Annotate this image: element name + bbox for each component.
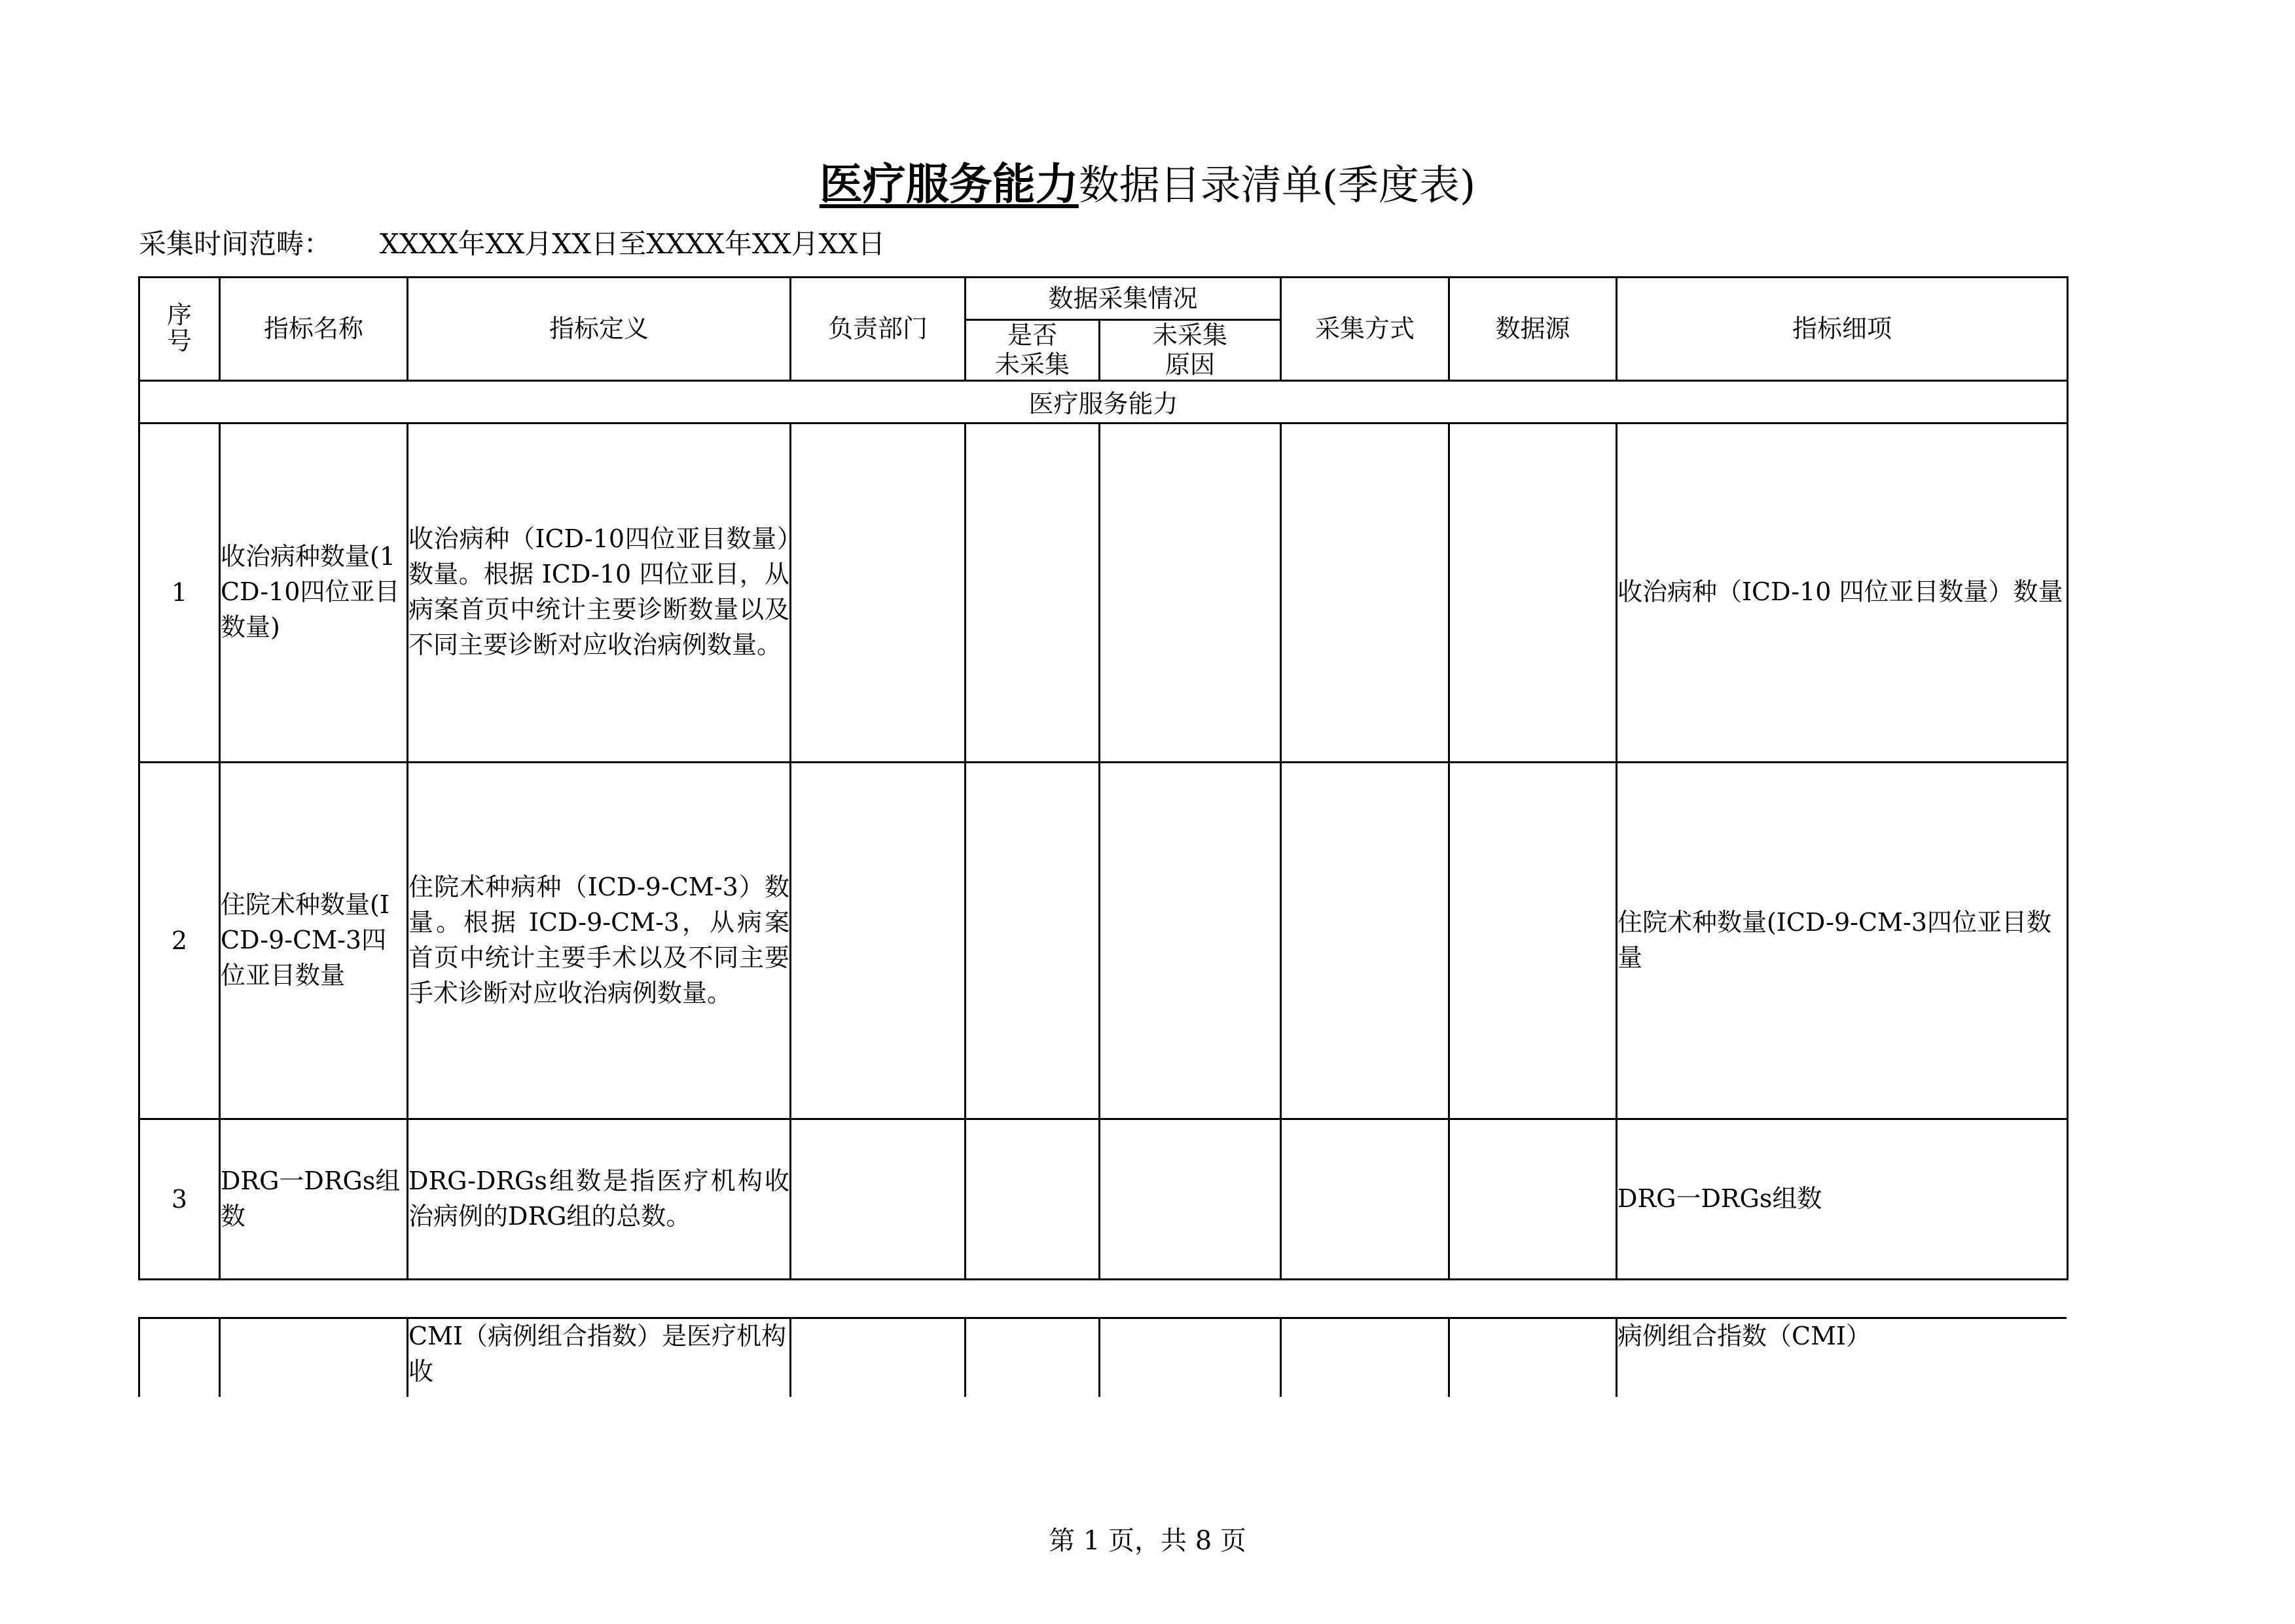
header-seq: [139, 278, 220, 381]
header-seq-line1: 序: [166, 300, 192, 330]
cell-status-not-collected[interactable]: [966, 1119, 1100, 1279]
cell-indicator-detail: 收治病种（ICD-10 四位亚目数量）数量: [1617, 423, 2068, 762]
clipped-table: [138, 1317, 2067, 1397]
cell-responsible-dept[interactable]: [791, 1318, 966, 1398]
collection-period-label: 采集时间范畴：: [139, 228, 332, 260]
cell-status-reason[interactable]: [1100, 1318, 1281, 1398]
header-status-reason-line2: 原因: [1165, 350, 1216, 379]
cell-status-not-collected[interactable]: [966, 762, 1100, 1119]
collection-period-value: XXXX年XX月XX日至XXXX年XX月XX日: [380, 228, 886, 260]
header-indicator-definition: 指标定义: [408, 278, 791, 381]
header-collection-method: 采集方式: [1281, 278, 1449, 381]
cell-status-not-collected[interactable]: [966, 423, 1100, 762]
table-row: [139, 423, 2068, 762]
cell-indicator-name: 住院术种数量(ICD-9-CM-3四位亚目数量: [220, 762, 408, 1119]
header-responsible-dept: 负责部门: [791, 278, 966, 381]
cell-collection-method[interactable]: [1281, 423, 1449, 762]
cell-collection-method[interactable]: [1281, 1119, 1449, 1279]
header-status-reason-line1: 未采集: [1153, 321, 1228, 350]
header-indicator-detail: 指标细项: [1617, 278, 2068, 381]
cell-indicator-definition: 收治病种（ICD-10四位亚目数量）数量。根据 ICD-10 四位亚目，从病案首页中统计主要诊断数量以及不同主要诊断对应收治病例数量。: [408, 423, 791, 762]
cell-indicator-definition: 住院术种病种（ICD-9-CM-3）数量。根据 ICD-9-CM-3，从病案首页中统计主要手术以及不同主要手术诊断对应收治病例数量。: [408, 762, 791, 1119]
cell-status-reason[interactable]: [1100, 423, 1281, 762]
cell-indicator-detail: DRG一DRGs组数: [1617, 1119, 2068, 1279]
page-footer: 第 1 页，共 8 页: [1049, 1526, 1246, 1556]
table-row: [139, 762, 2068, 1119]
page-title-rest: 数据目录清单(季度表): [1078, 161, 1476, 209]
cell-indicator-definition: DRG-DRGs组数是指医疗机构收治病例的DRG组的总数。: [408, 1119, 791, 1279]
cell-responsible-dept[interactable]: [791, 762, 966, 1119]
collection-period: [139, 223, 885, 262]
cell-data-source[interactable]: [1449, 762, 1617, 1119]
cell-collection-method[interactable]: [1281, 1318, 1449, 1398]
table-row: [139, 1318, 2067, 1398]
cell-data-source[interactable]: [1449, 1318, 1617, 1398]
cell-data-source[interactable]: [1449, 423, 1617, 762]
indicator-table: [138, 276, 2069, 1280]
cell-indicator-detail: 住院术种数量(ICD-9-CM-3四位亚目数量: [1617, 762, 2068, 1119]
header-seq-line2: 号: [166, 327, 192, 356]
cell-seq: [139, 1318, 220, 1398]
clipped-row-viewport: [138, 1317, 2067, 1397]
page-title-emphasis: 医疗服务能力: [819, 158, 1079, 209]
cell-seq: 2: [139, 762, 220, 1119]
header-collection-status: 数据采集情况: [966, 278, 1281, 320]
cell-status-reason[interactable]: [1100, 762, 1281, 1119]
cell-seq: 1: [139, 423, 220, 762]
table-header-row-1: [139, 278, 2068, 320]
cell-seq: 3: [139, 1119, 220, 1279]
header-data-source: 数据源: [1449, 278, 1617, 381]
cell-indicator-definition: CMI（病例组合指数）是医疗机构收: [408, 1318, 791, 1398]
cell-indicator-name: [220, 1318, 408, 1398]
header-indicator-name: 指标名称: [220, 278, 408, 381]
cell-indicator-name: 收治病种数量(1CD-10四位亚目数量): [220, 423, 408, 762]
cell-indicator-name: DRG一DRGs组数: [220, 1119, 408, 1279]
cell-collection-method[interactable]: [1281, 762, 1449, 1119]
cell-status-not-collected[interactable]: [966, 1318, 1100, 1398]
table-row: [139, 1119, 2068, 1279]
header-status-reason: [1100, 320, 1281, 381]
header-status-not-collected-line2: 未采集: [994, 350, 1070, 379]
page-title: [0, 149, 2295, 211]
cell-responsible-dept[interactable]: [791, 423, 966, 762]
cell-responsible-dept[interactable]: [791, 1119, 966, 1279]
section-title: 医疗服务能力: [139, 380, 2068, 423]
cell-data-source[interactable]: [1449, 1119, 1617, 1279]
section-header-row: [139, 380, 2068, 423]
cell-status-reason[interactable]: [1100, 1119, 1281, 1279]
header-status-not-collected: [966, 320, 1100, 381]
header-status-not-collected-line1: 是否: [1007, 321, 1057, 350]
cell-indicator-detail: 病例组合指数（CMI）: [1617, 1318, 2067, 1398]
